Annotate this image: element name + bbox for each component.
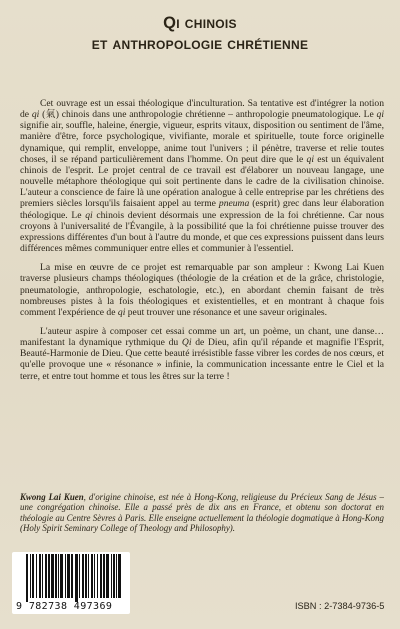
text-run: La mise en œuvre de ce projet est remarquable par son ampleur : Kwong Lai Kuen traverse plusieurs champs théologiques (théologie de la création et de la grâce, christologie, pneumatologie, anthropologie, eschatologie, etc.), en abordant chemin faisant de très nombreuses pistes à la fois théologiques et existentielles, et en montrant à chaque fois comment l'expérience de xyxy=(20,262,384,318)
barcode-bar xyxy=(71,554,73,598)
italic-term: Qi xyxy=(181,337,192,349)
text-run: de Dieu, afin qu'il répande et magnifie l'Esprit, Beauté-Harmonie de Dieu. Que cette beauté irrésistible fasse vibrer les cordes de nos cœurs, et qu'elle provoque une « résonance » infinie, la communication incessante entre le Ciel et la terre, et entre tout homme et tous les êtres sur la terre ! xyxy=(20,337,385,382)
barcode-bar xyxy=(60,554,63,598)
italic-term: qi xyxy=(306,153,314,165)
barcode-bar xyxy=(82,554,84,598)
isbn-number: ISBN : 2-7384-9736-5 xyxy=(295,601,385,611)
barcode-bar xyxy=(48,554,50,598)
italic-term: pneuma xyxy=(218,198,250,210)
barcode-bar xyxy=(106,554,109,598)
barcode-bar xyxy=(116,554,117,598)
barcode-bar xyxy=(97,554,98,598)
blurb-paragraph xyxy=(20,326,384,382)
italic-term: qi xyxy=(117,306,126,318)
barcode-bar xyxy=(100,554,102,598)
blurb-paragraph xyxy=(20,262,384,318)
barcode-bar xyxy=(94,554,95,598)
barcode-bar xyxy=(91,554,93,598)
barcode-bars xyxy=(26,554,124,602)
blurb-paragraph xyxy=(20,98,384,254)
barcode-bar xyxy=(118,554,121,598)
barcode-bar xyxy=(67,554,70,598)
text-run: signifie air, souffle, haleine, énergie, vigueur, esprits vitaux, disposition ou sentiment de l'âme, manière d'être, force psychologique, vivifiante, morale et spirituelle, toute force originelle dynamique, qui remplit, enveloppe, anime tout l'univers ; il pénètre, traverse et relie toutes choses, il se répand particulièrement dans l'homme. On peut dire que le xyxy=(20,120,384,165)
barcode-bar xyxy=(32,554,34,598)
barcode-bar xyxy=(45,554,47,598)
text-run: peut trouver une résonance et une saveur originales. xyxy=(125,306,328,318)
italic-term: qi xyxy=(376,109,384,121)
text-run: Cet ouvrage est un essai théologique d'inculturation. Sa tentative est d'intégrer la notion de xyxy=(20,98,384,121)
barcode-bar xyxy=(42,554,43,598)
barcode-bar xyxy=(111,554,112,598)
barcode-bar xyxy=(113,554,115,598)
italic-term: qi xyxy=(31,109,40,121)
italic-term: qi xyxy=(85,209,93,221)
barcode-bar xyxy=(55,554,57,598)
barcode-bar xyxy=(30,554,31,598)
barcode-bar xyxy=(79,554,80,598)
author-bio-text: , d'origine chinoise, est née à Hong-Kong, religieuse du Précieux Sang de Jésus – une congrégation chinoise. Elle a passé près de dix ans en France, et obtenu son doctorat en théologie au Centre Sèvres à Paris. Elle enseigne actuellement la théologie dogmatique à Hong-Kong (Holy Spirit Seminary College of Theology and Philosophy). xyxy=(20,492,384,534)
author-name: Kwong Lai Kuen xyxy=(20,492,84,502)
text-run: chinois devient désormais une expression de la foi chrétienne. Car nous croyons à l'universalité de l'Évangile, à la possibilité que la foi chrétienne puisse trouver des expressions différentes d'un bout à l'autre du monde, et que ces expressions puissent dans leurs différences mêmes communiquer entre elles et communier à l'essentiel. xyxy=(20,209,385,255)
title-line-1: Qi chinois xyxy=(163,14,237,32)
barcode-bar xyxy=(75,554,78,602)
barcode-bar xyxy=(88,554,89,598)
text-run: (氣) chinois dans une anthropologie chrétienne – anthropologie pneumatologique. Le xyxy=(39,109,377,121)
barcode-digits: 9 782738 497369 xyxy=(16,601,113,612)
barcode-bar xyxy=(39,554,41,598)
barcode-bar xyxy=(36,554,37,598)
barcode-bar xyxy=(26,554,28,602)
text-run: L'auteur aspire à composer cet essai comme un art, un poème, un chant, une danse… manifestant la dynamique rythmique du xyxy=(20,325,384,349)
barcode-bar xyxy=(85,554,87,598)
blurb-body xyxy=(20,98,384,382)
barcode-bar xyxy=(51,554,54,598)
barcode-bar xyxy=(58,554,59,598)
barcode-bar xyxy=(65,554,66,598)
text-run: est un équivalent chinois de l'esprit. Le projet central de ce travail est d'élaborer un nouveau langage, une nouvelle métaphore théologique qui soit pertinente dans le cadre de la civilisation chinoise. L'auteur a conscience de faire là une opération analogue à celle entreprise par les chrétiens des premiers siècles lorsqu'ils faisaient appel au terme xyxy=(20,153,385,210)
title-line-2: et anthropologie chrétienne xyxy=(91,35,309,53)
text-run: (esprit) grec dans leur élaboration théologique. Le xyxy=(20,198,384,221)
barcode xyxy=(12,552,130,614)
author-bio xyxy=(20,492,384,534)
barcode-bar xyxy=(103,554,105,598)
